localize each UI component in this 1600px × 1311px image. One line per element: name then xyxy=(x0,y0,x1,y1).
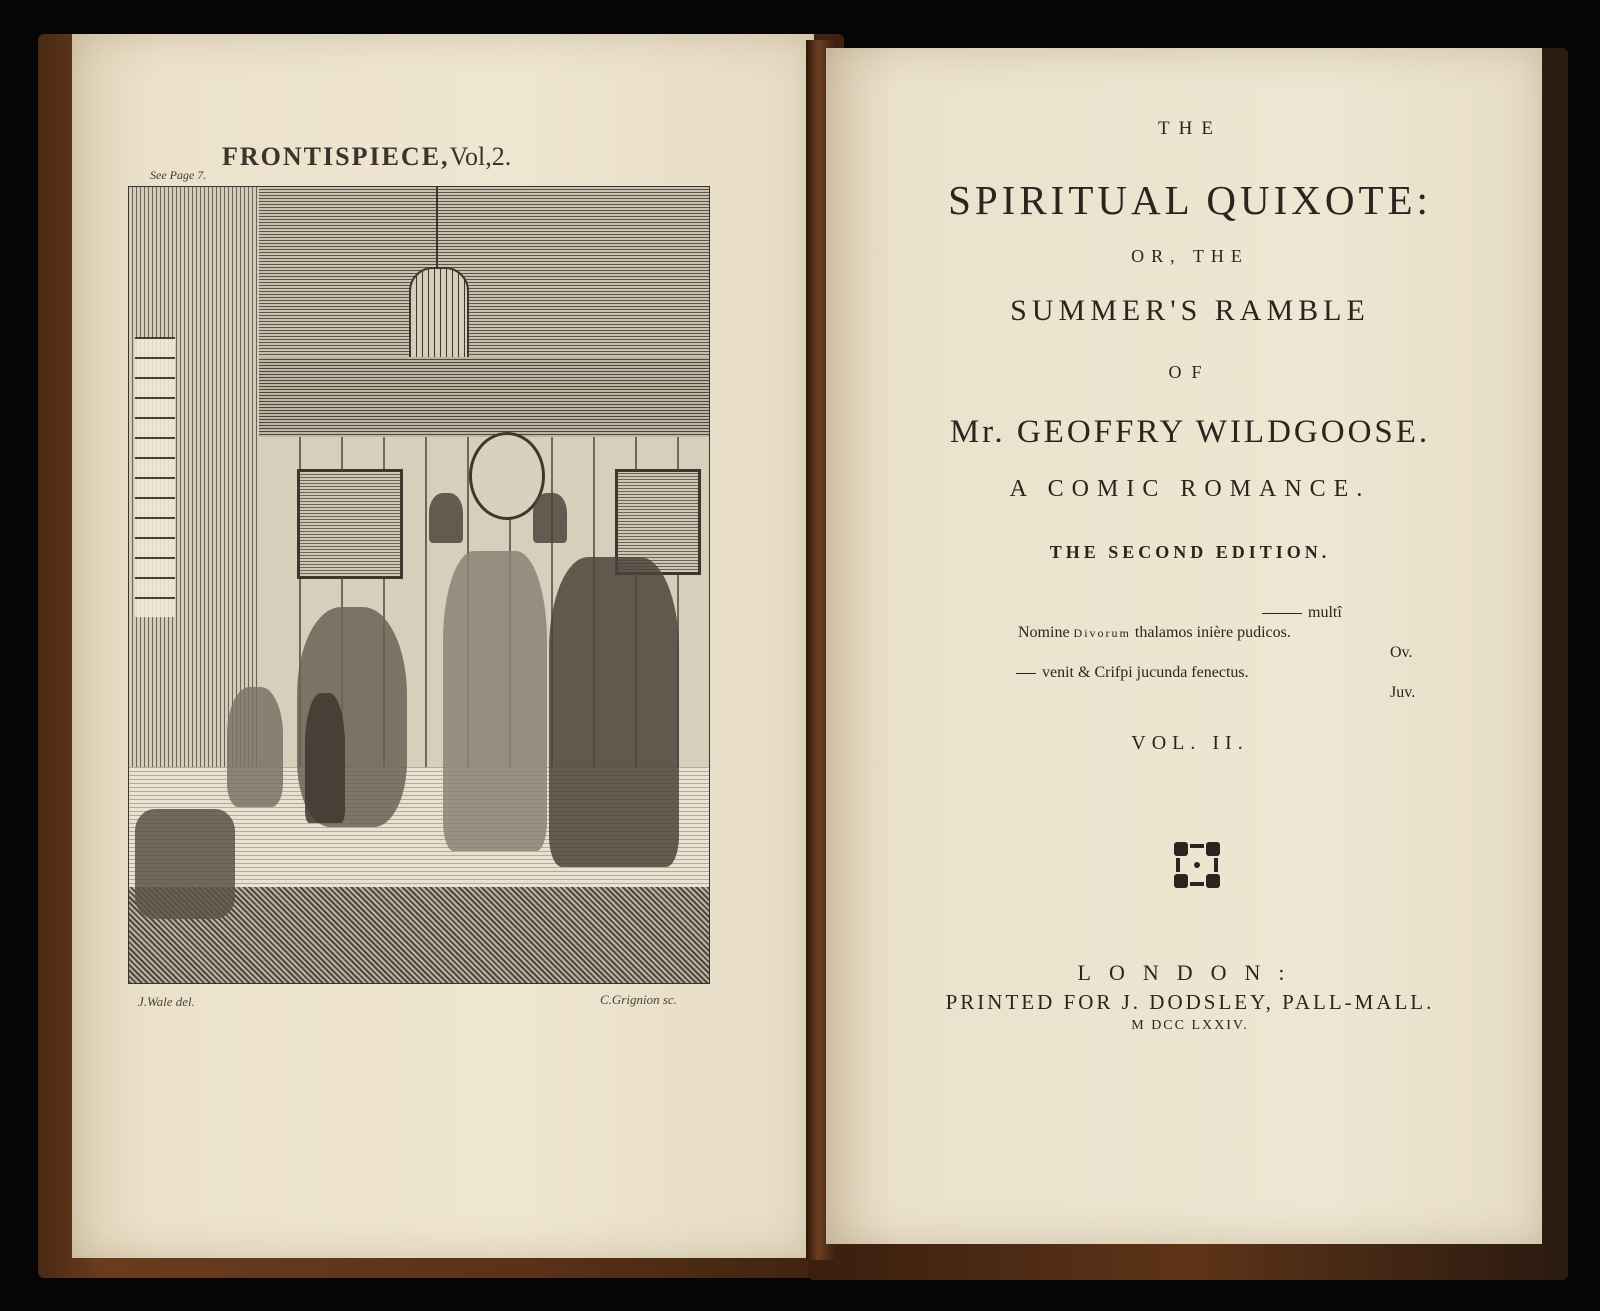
engraver-credit-left: J.Wale del. xyxy=(138,994,195,1009)
title-the: THE xyxy=(1158,118,1222,139)
epigraph-line-1-end: thalamos inière pudicos. xyxy=(1130,624,1291,641)
subtitle: SUMMER'S RAMBLE xyxy=(1010,294,1370,327)
imprint-city: LONDON: xyxy=(1077,960,1303,985)
engraving-bust-right xyxy=(533,493,567,543)
protagonist-name: Mr. GEOFFRY WILDGOOSE. xyxy=(949,414,1431,450)
title-or-the: OR, THE xyxy=(1131,246,1249,266)
frontispiece-title xyxy=(222,142,511,172)
engraving-window xyxy=(135,337,175,617)
engraving-stool xyxy=(135,809,235,919)
epigraph-source-juvenal: Juv. xyxy=(1390,684,1416,701)
frontispiece-volume: Vol,2. xyxy=(449,142,512,171)
epigraph-line-2: venit & Crifpi jucunda fenectus. xyxy=(1016,664,1249,682)
edition-line: THE SECOND EDITION. xyxy=(1049,542,1331,562)
engraver-credit-right: C.Grignion sc. xyxy=(600,992,677,1007)
epigraph-multi: multî xyxy=(1262,604,1342,622)
engraving-cage-chain xyxy=(436,187,438,267)
main-title: SPIRITUAL QUIXOTE: xyxy=(948,177,1432,223)
epigraph-small-caps: Divorum xyxy=(1073,626,1131,640)
printers-ornament-icon xyxy=(1172,840,1222,890)
engraving-frieze xyxy=(259,357,709,437)
epigraph-line-1 xyxy=(1018,624,1291,642)
engraving-bust-left xyxy=(429,493,463,543)
engraving-boy xyxy=(305,693,345,823)
frontispiece-title-text: FRONTISPIECE, xyxy=(222,142,450,171)
engraving-standing-man xyxy=(443,551,547,851)
volume-number: VOL. II. xyxy=(1131,732,1249,754)
engraving-girl xyxy=(227,687,283,807)
frontispiece-engraving xyxy=(128,186,710,984)
see-page-note: See Page 7. xyxy=(150,168,207,182)
engraving-walking-man xyxy=(549,557,679,867)
epigraph-source-ovid: Ov. xyxy=(1390,644,1413,661)
title-page xyxy=(826,48,1542,1244)
title-of: OF xyxy=(1168,362,1212,382)
imprint-printer: PRINTED FOR J. DODSLEY, PALL-MALL. xyxy=(945,990,1435,1014)
genre-line: A COMIC ROMANCE. xyxy=(1009,476,1371,502)
epigraph-line-1-start: Nomine xyxy=(1018,624,1074,641)
imprint-date: M DCC LXXIV. xyxy=(1131,1018,1249,1033)
engraving-landscape-painting xyxy=(297,469,403,579)
